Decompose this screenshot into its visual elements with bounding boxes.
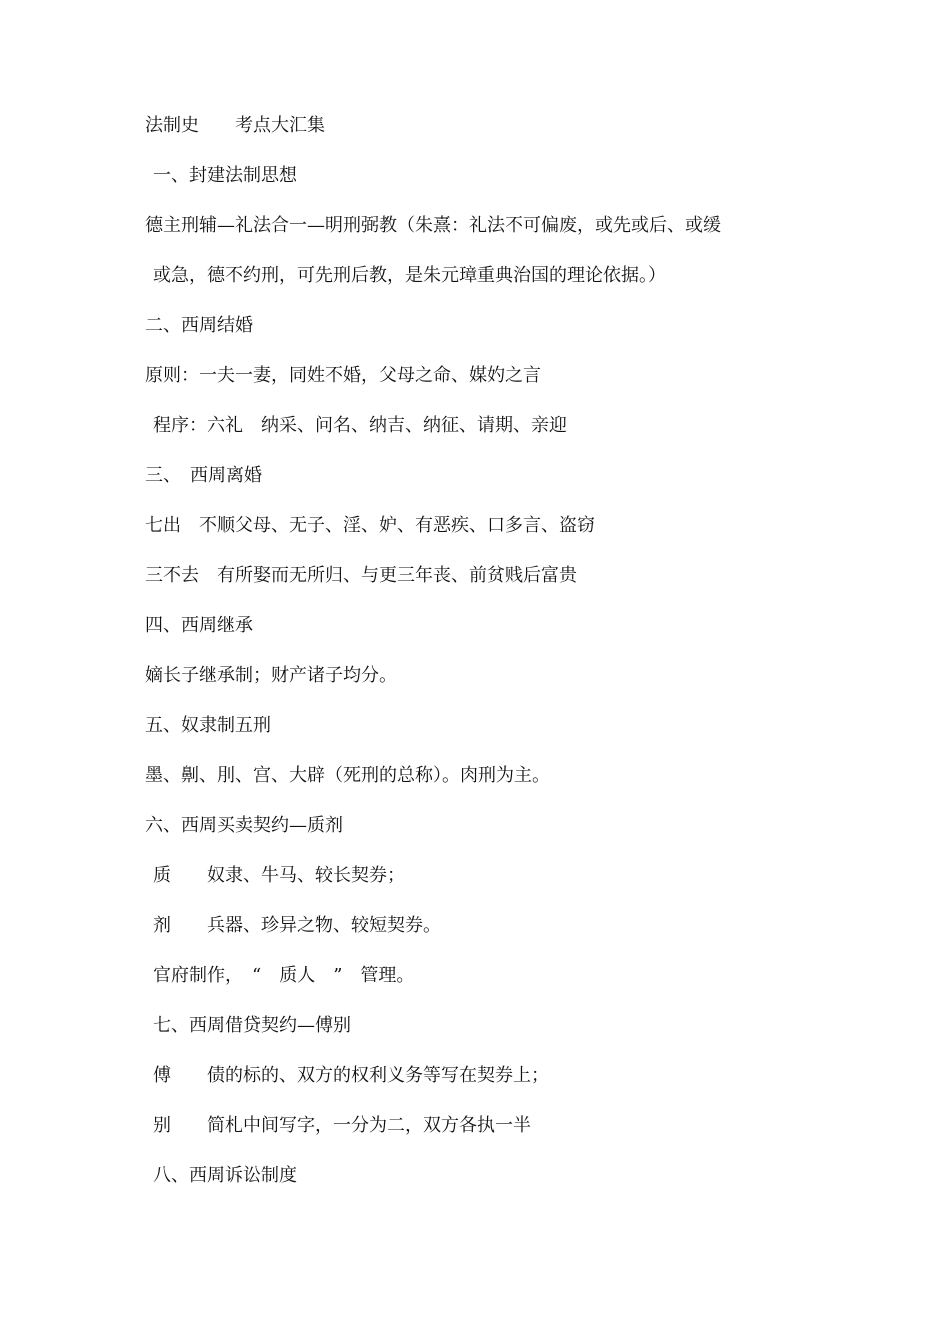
paragraph-line: 墨、劓、刖、宫、大辟（死刑的总称）。肉刑为主。 <box>145 765 550 786</box>
paragraph-line: 嫡长子继承制；财产诸子均分。 <box>145 665 397 686</box>
section-heading-7: 七、西周借贷契约—傅别 <box>153 1015 351 1036</box>
paragraph-line: 程序：六礼 纳采、问名、纳吉、纳征、请期、亲迎 <box>153 415 567 436</box>
paragraph-line: 别 简札中间写字，一分为二，双方各执一半 <box>153 1115 531 1136</box>
section-heading-5: 五、奴隶制五刑 <box>145 715 271 736</box>
section-heading-2: 二、西周结婚 <box>145 315 253 336</box>
section-heading-4: 四、西周继承 <box>145 615 253 636</box>
paragraph-line: 官府制作， “ 质人 ” 管理。 <box>153 965 415 986</box>
section-heading-6: 六、西周买卖契约—质剂 <box>145 815 343 836</box>
paragraph-line: 质 奴隶、牛马、较长契券； <box>153 865 405 886</box>
document-title: 法制史 考点大汇集 <box>145 115 325 136</box>
section-heading-3: 三、 西周离婚 <box>145 465 262 486</box>
section-heading-8: 八、西周诉讼制度 <box>153 1165 297 1186</box>
section-heading-1: 一、封建法制思想 <box>153 165 297 186</box>
paragraph-line: 三不去 有所娶而无所归、与更三年丧、前贫贱后富贵 <box>145 565 577 586</box>
paragraph-line: 傅 债的标的、双方的权利义务等写在契券上； <box>153 1065 549 1086</box>
paragraph-line: 原则：一夫一妻，同姓不婚，父母之命、媒妁之言 <box>145 365 541 386</box>
paragraph-line: 或急，德不约刑，可先刑后教，是朱元璋重典治国的理论依据。） <box>153 265 666 286</box>
paragraph-line: 七出 不顺父母、无子、淫、妒、有恶疾、口多言、盗窃 <box>145 515 595 536</box>
paragraph-line: 剂 兵器、珍异之物、较短契券。 <box>153 915 441 936</box>
paragraph-line: 德主刑辅—礼法合一—明刑弼教（朱熹：礼法不可偏废，或先或后、或缓 <box>145 215 721 236</box>
